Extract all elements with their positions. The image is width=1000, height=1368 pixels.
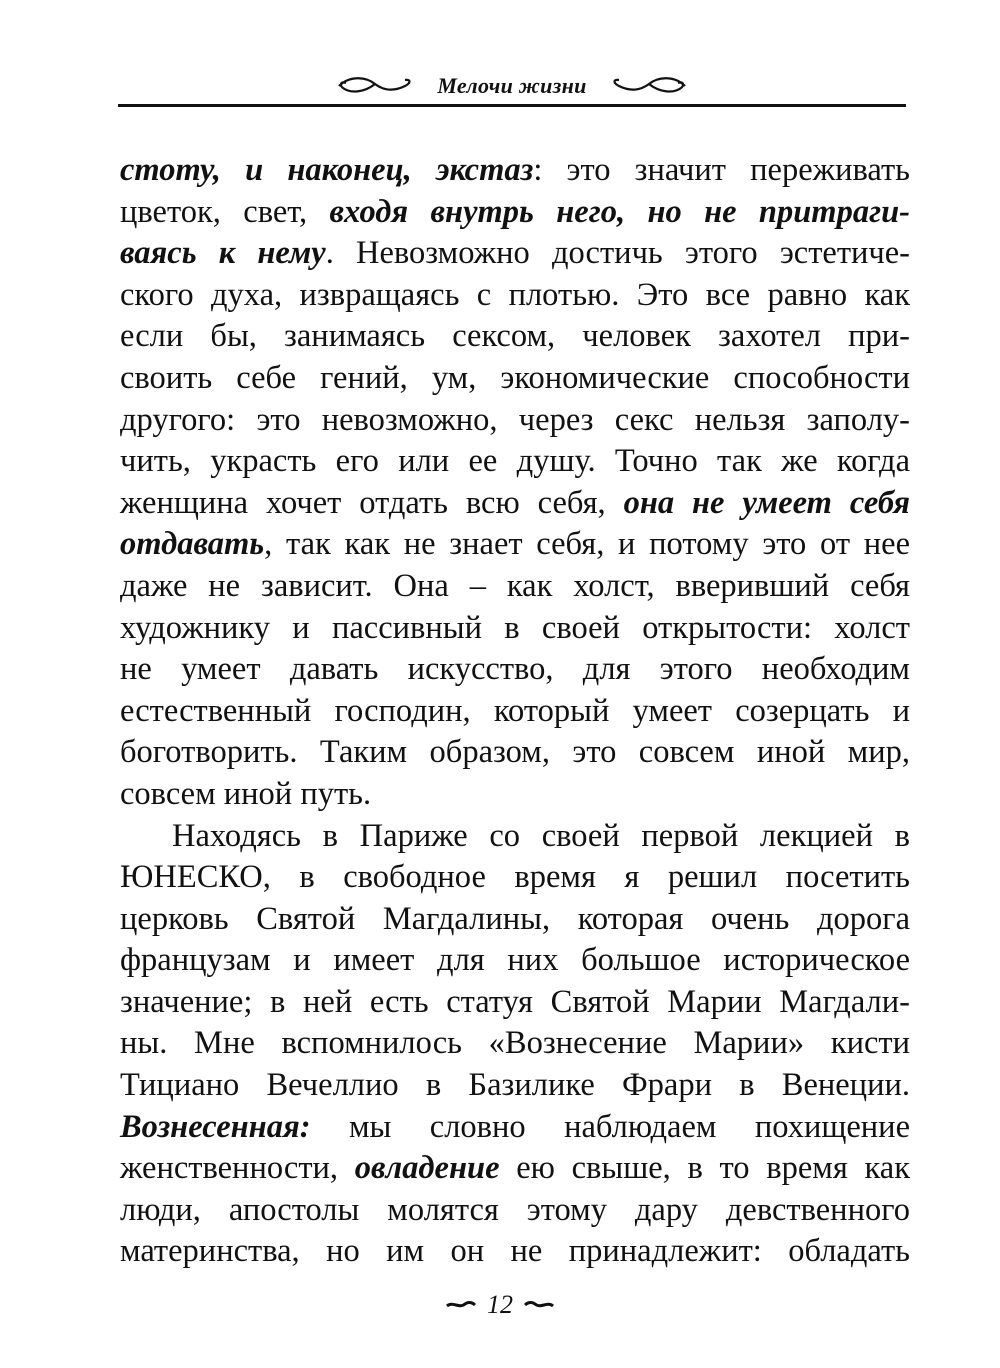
text-line: даже не зависит. Она – как холст, вверивший себя xyxy=(120,567,910,604)
paragraph-1 xyxy=(120,150,910,816)
right-swash-ornament-icon xyxy=(523,1300,555,1310)
text-line: боготворить. Таким образом, это совсем иной мир, xyxy=(120,734,910,771)
page-number: 12 xyxy=(487,1290,513,1319)
page-body xyxy=(120,150,910,1273)
text-line: ского духа, извращаясь с плотью. Это все равно как xyxy=(120,276,910,313)
page-footer xyxy=(0,1290,1000,1320)
text-line: не умеет давать искусство, для этого необходим xyxy=(120,651,910,688)
text-line: французам и имеет для них большое историческое xyxy=(120,942,910,979)
text-line: люди, апостолы молятся этому дару девственного xyxy=(120,1191,910,1228)
text-line: материнства, но им он не принадлежит: обладать xyxy=(120,1233,910,1270)
text-line: художнику и пассивный в своей открытости: холст xyxy=(120,609,910,646)
text-line xyxy=(120,1107,910,1149)
emphasis: входя внутрь него, но не притраги- xyxy=(329,193,910,230)
text-run: , так как не знает себя, и потому это от нее xyxy=(264,526,910,563)
text-line: Тициано Вечеллио в Базилике Фрари в Венеции. xyxy=(120,1067,910,1104)
text-line xyxy=(120,1148,910,1190)
text-line: ны. Мне вспомнилось «Вознесение Марии» кисти xyxy=(120,1025,910,1062)
emphasis: ваясь к нему xyxy=(120,235,326,272)
text-line: ЮНЕСКО, в свободное время я решил посетить xyxy=(120,859,910,896)
text-line xyxy=(120,524,910,566)
text-run: . Невозможно достичь этого эстетиче- xyxy=(325,235,911,272)
emphasis: отдавать xyxy=(120,526,265,563)
header-title: Мелочи жизни xyxy=(437,73,587,98)
text-line: если бы, занимаясь сексом, человек захотел при- xyxy=(120,318,910,355)
text-line: своить себе гений, ум, экономические способности xyxy=(120,359,910,396)
text-line: значение; в ней есть статуя Святой Марии Магдали- xyxy=(120,983,910,1020)
text-line: чить, украсть его или ее душу. Точно так же когда xyxy=(120,443,910,480)
text-line: другого: это невозможно, через секс нельзя заполу- xyxy=(120,401,910,438)
text-line: Находясь в Париже со своей первой лекцией в xyxy=(172,817,910,854)
text-line xyxy=(120,483,910,525)
emphasis: овладение xyxy=(354,1150,500,1187)
text-run: женственности, xyxy=(120,1150,355,1187)
header-rule xyxy=(118,104,906,107)
emphasis: стоту, и наконец, экстаз xyxy=(120,152,534,188)
text-run: мы словно наблюдаем похищение xyxy=(310,1108,910,1145)
text-line: естественный господин, который умеет созерцать и xyxy=(120,692,910,729)
emphasis: она не умеет себя xyxy=(623,484,910,521)
text-run: цветок, свет, xyxy=(120,193,330,230)
text-run: ею свыше, в то время как xyxy=(499,1150,910,1187)
emphasis: Вознесенная: xyxy=(120,1108,311,1145)
paragraph-2 xyxy=(120,816,910,1274)
text-line: церковь Святой Магдалины, которая очень дорога xyxy=(120,900,910,937)
right-scroll-ornament-icon xyxy=(609,75,689,97)
running-header xyxy=(118,66,906,106)
left-scroll-ornament-icon xyxy=(335,75,415,97)
text-line xyxy=(120,233,910,275)
text-run: женщина хочет отдать всю себя, xyxy=(120,484,624,521)
text-line xyxy=(120,192,910,234)
text-line xyxy=(120,150,910,192)
left-swash-ornament-icon xyxy=(445,1300,477,1310)
text-run: : это значит переживать xyxy=(533,152,910,188)
text-line: совсем иной путь. xyxy=(120,775,372,812)
